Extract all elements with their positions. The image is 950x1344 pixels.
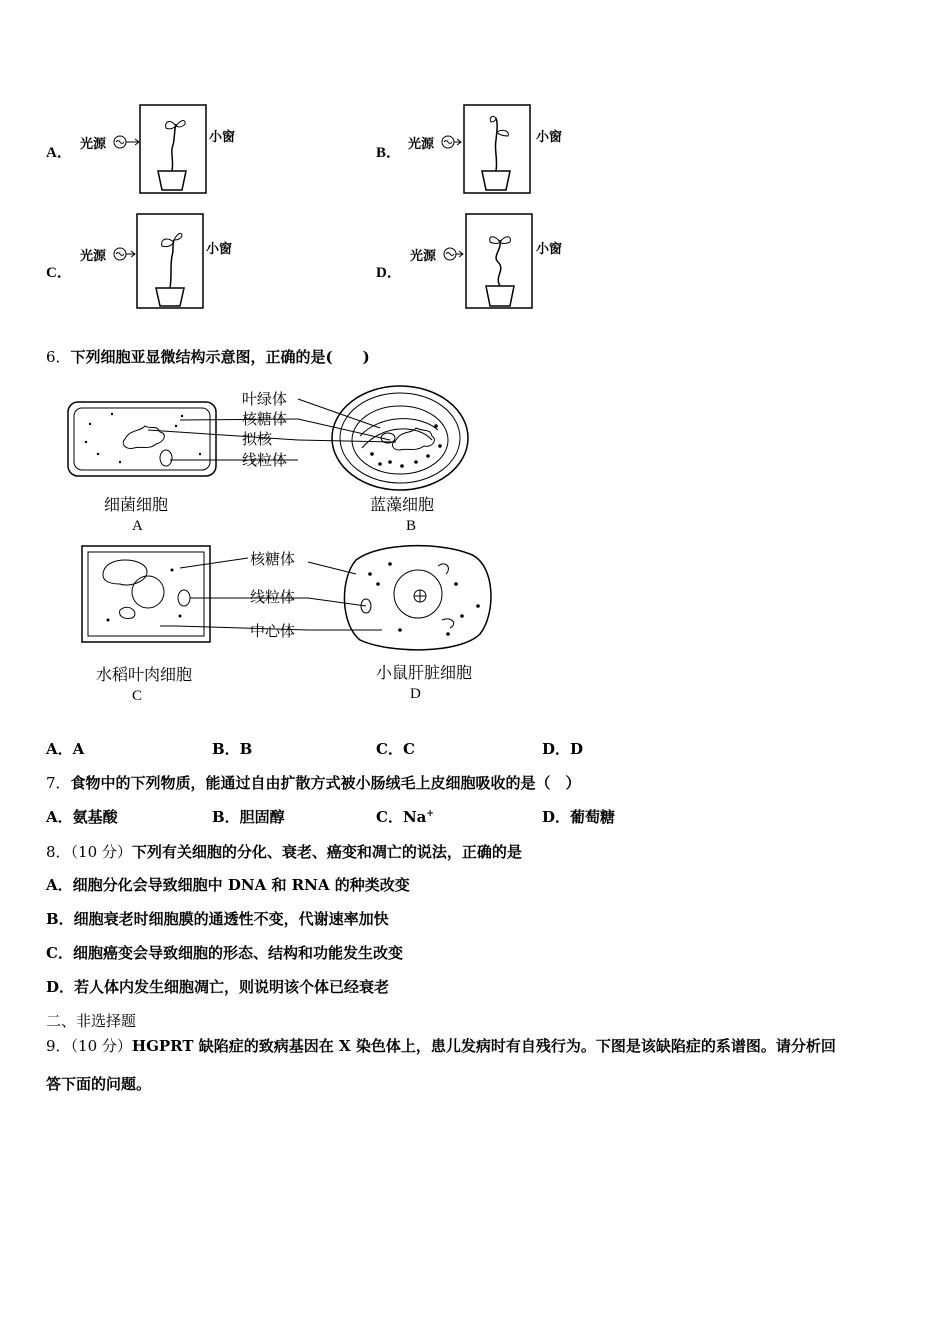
cell-b-name: 蓝藻细胞: [370, 495, 435, 514]
q8-choice-b[interactable]: B．细胞衰老时细胞膜的通透性不变，代谢速率加快: [46, 910, 389, 928]
q9-stem-line2: 答下面的问题。: [46, 1075, 152, 1093]
q5-option-d[interactable]: [376, 210, 596, 314]
label-nucleoid: 拟核: [242, 430, 273, 448]
q7-choice-d[interactable]: D．葡萄糖: [542, 808, 616, 826]
window-label: 小窗: [206, 242, 233, 257]
option-letter: D．: [376, 265, 402, 281]
q7-choice-c[interactable]: C．Na+: [376, 808, 434, 826]
cell-a-name: 细菌细胞: [104, 495, 169, 514]
cell-c-name: 水稻叶肉细胞: [96, 665, 193, 684]
light-source-label: 光源: [410, 249, 437, 264]
cell-d-name: 小鼠肝脏细胞: [376, 663, 473, 682]
cell-diagram: [60, 384, 500, 714]
cell-d-letter: D: [410, 686, 421, 702]
q5-option-c[interactable]: [46, 210, 266, 314]
q6-choice-d[interactable]: D．D: [542, 740, 584, 758]
light-source-label: 光源: [80, 137, 107, 152]
label-chloroplast: 叶绿体: [242, 390, 288, 408]
plant-diagram-icon: [46, 210, 266, 314]
q6-choice-b[interactable]: B．B: [212, 740, 253, 758]
q5-option-a[interactable]: [46, 100, 266, 200]
q8-choice-d[interactable]: D．若人体内发生细胞凋亡，则说明该个体已经衰老: [46, 978, 390, 996]
label-mitochondria-2: 线粒体: [250, 588, 296, 606]
q7-stem: 7．食物中的下列物质，能通过自由扩散方式被小肠绒毛上皮细胞吸收的是（ ）: [46, 774, 581, 792]
q7-choice-a[interactable]: A．氨基酸: [46, 808, 118, 826]
superscript-plus: +: [426, 809, 434, 819]
q5-option-b[interactable]: [376, 100, 596, 200]
cell-a-letter: A: [132, 518, 143, 534]
label-centrosome: 中心体: [250, 622, 296, 640]
q9-stem-line1: 9．（10 分）HGPRT 缺陷症的致病基因在 X 染色体上，患儿发病时有自残行为。下图是该缺陷症的系谱图。请分析回: [46, 1037, 836, 1055]
cell-c-letter: C: [132, 688, 143, 704]
window-label: 小窗: [536, 130, 563, 145]
q6-stem: 6．下列细胞亚显微结构示意图，正确的是( ): [46, 348, 370, 366]
light-source-label: 光源: [408, 137, 435, 152]
section-heading: 二、非选择题: [46, 1012, 137, 1030]
plant-diagram-icon: [376, 210, 596, 314]
plant-diagram-icon: [376, 100, 596, 200]
q6-choice-c[interactable]: C．C: [376, 740, 415, 758]
option-letter: A．: [46, 145, 72, 161]
q8-choice-c[interactable]: C．细胞癌变会导致细胞的形态、结构和功能发生改变: [46, 944, 403, 962]
window-label: 小窗: [209, 130, 236, 145]
plant-diagram-icon: [46, 100, 266, 200]
q7-choice-b[interactable]: B．胆固醇: [212, 808, 285, 826]
light-source-label: 光源: [80, 249, 107, 264]
label-mitochondria: 线粒体: [242, 451, 288, 469]
q8-stem: 8．（10 分）下列有关细胞的分化、衰老、癌变和凋亡的说法，正确的是: [46, 843, 522, 861]
option-letter: B．: [376, 145, 402, 161]
label-ribosome-2: 核糖体: [250, 550, 296, 568]
cell-b-letter: B: [406, 518, 417, 534]
label-ribosome: 核糖体: [242, 410, 288, 428]
q6-choice-a[interactable]: A．A: [46, 740, 85, 758]
window-label: 小窗: [536, 242, 563, 257]
option-letter: C．: [46, 265, 72, 281]
q8-choice-a[interactable]: A．细胞分化会导致细胞中 DNA 和 RNA 的种类改变: [46, 876, 410, 894]
